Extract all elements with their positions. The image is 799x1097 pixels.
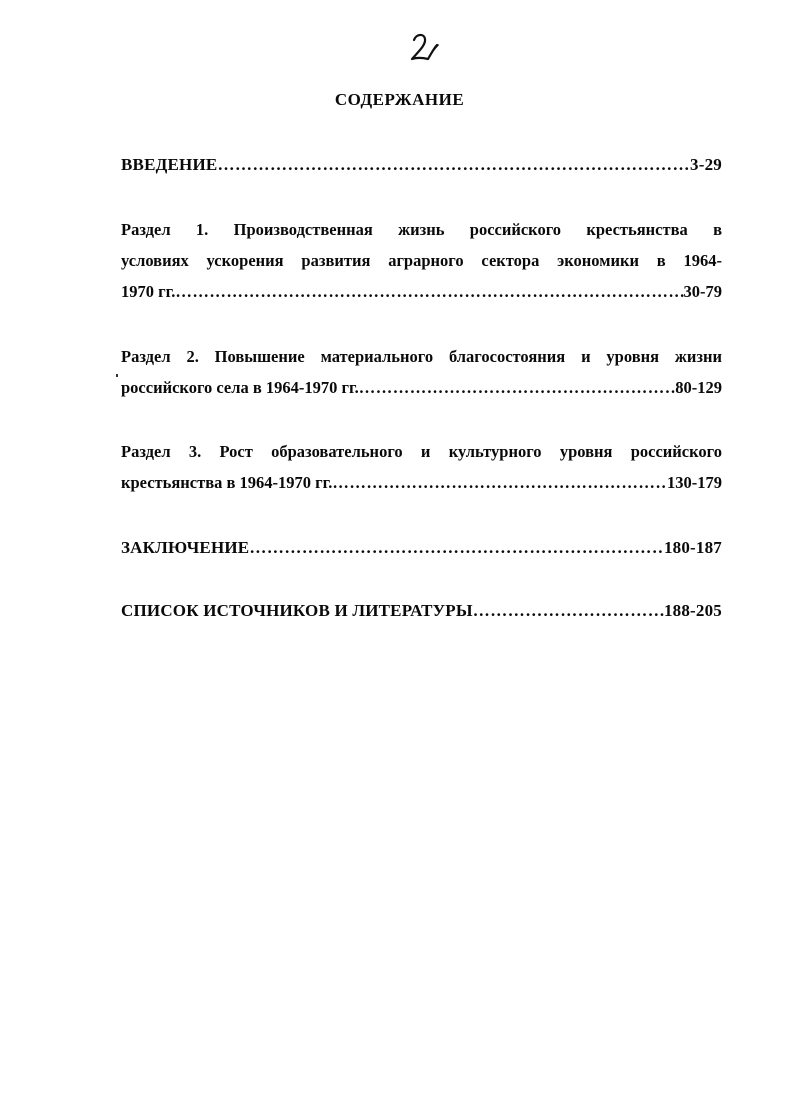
- toc-entry-sources: [121, 595, 722, 626]
- toc-entry-line: Раздел 2. Повышение материального благосостояния и уровня жизни: [121, 347, 722, 366]
- dot-leader: [175, 276, 683, 307]
- toc-entry-pages: 80-129: [675, 378, 722, 397]
- handwritten-page-number: [400, 28, 450, 68]
- toc-entry-introduction: [121, 149, 722, 180]
- toc-entry-title: ЗАКЛЮЧЕНИЕ: [121, 538, 250, 557]
- toc-entry-line: Раздел 1. Производственная жизнь российского крестьянства в: [121, 220, 722, 239]
- toc-entry-title: ВВЕДЕНИЕ: [121, 155, 218, 174]
- dot-leader: [473, 595, 664, 626]
- toc-entry-conclusion: [121, 532, 722, 563]
- toc-entry-line: Раздел 3. Рост образовательного и культурного уровня российского: [121, 442, 722, 461]
- toc-entry-title: СПИСОК ИСТОЧНИКОВ И ЛИТЕРАТУРЫ: [121, 601, 473, 620]
- toc-entry-pages: 188-205: [663, 601, 722, 620]
- dot-leader: [217, 149, 690, 180]
- toc-entry-pages: 130-179: [667, 473, 722, 492]
- scan-speck: [116, 374, 118, 377]
- toc-entry-pages: 30-79: [683, 282, 722, 301]
- dot-leader: [332, 467, 667, 498]
- toc-entry-line: 1970 гг.: [121, 282, 176, 301]
- toc-entry-line: российского села в 1964-1970 гг.: [121, 378, 359, 397]
- toc-entry-pages: 180-187: [663, 538, 722, 557]
- dot-leader: [359, 372, 675, 403]
- toc-entry-section-3: [121, 436, 722, 498]
- dot-leader: [249, 532, 664, 563]
- toc-entry-line: крестьянства в 1964-1970 гг.: [121, 473, 333, 492]
- page-title: СОДЕРЖАНИЕ: [334, 90, 465, 109]
- toc-entry-section-1: [121, 214, 722, 307]
- toc-entry-section-2: [121, 341, 722, 403]
- toc-entry-pages: 3-29: [690, 155, 722, 174]
- toc-entry-line: условиях ускорения развития аграрного сектора экономики в 1964-: [121, 251, 722, 270]
